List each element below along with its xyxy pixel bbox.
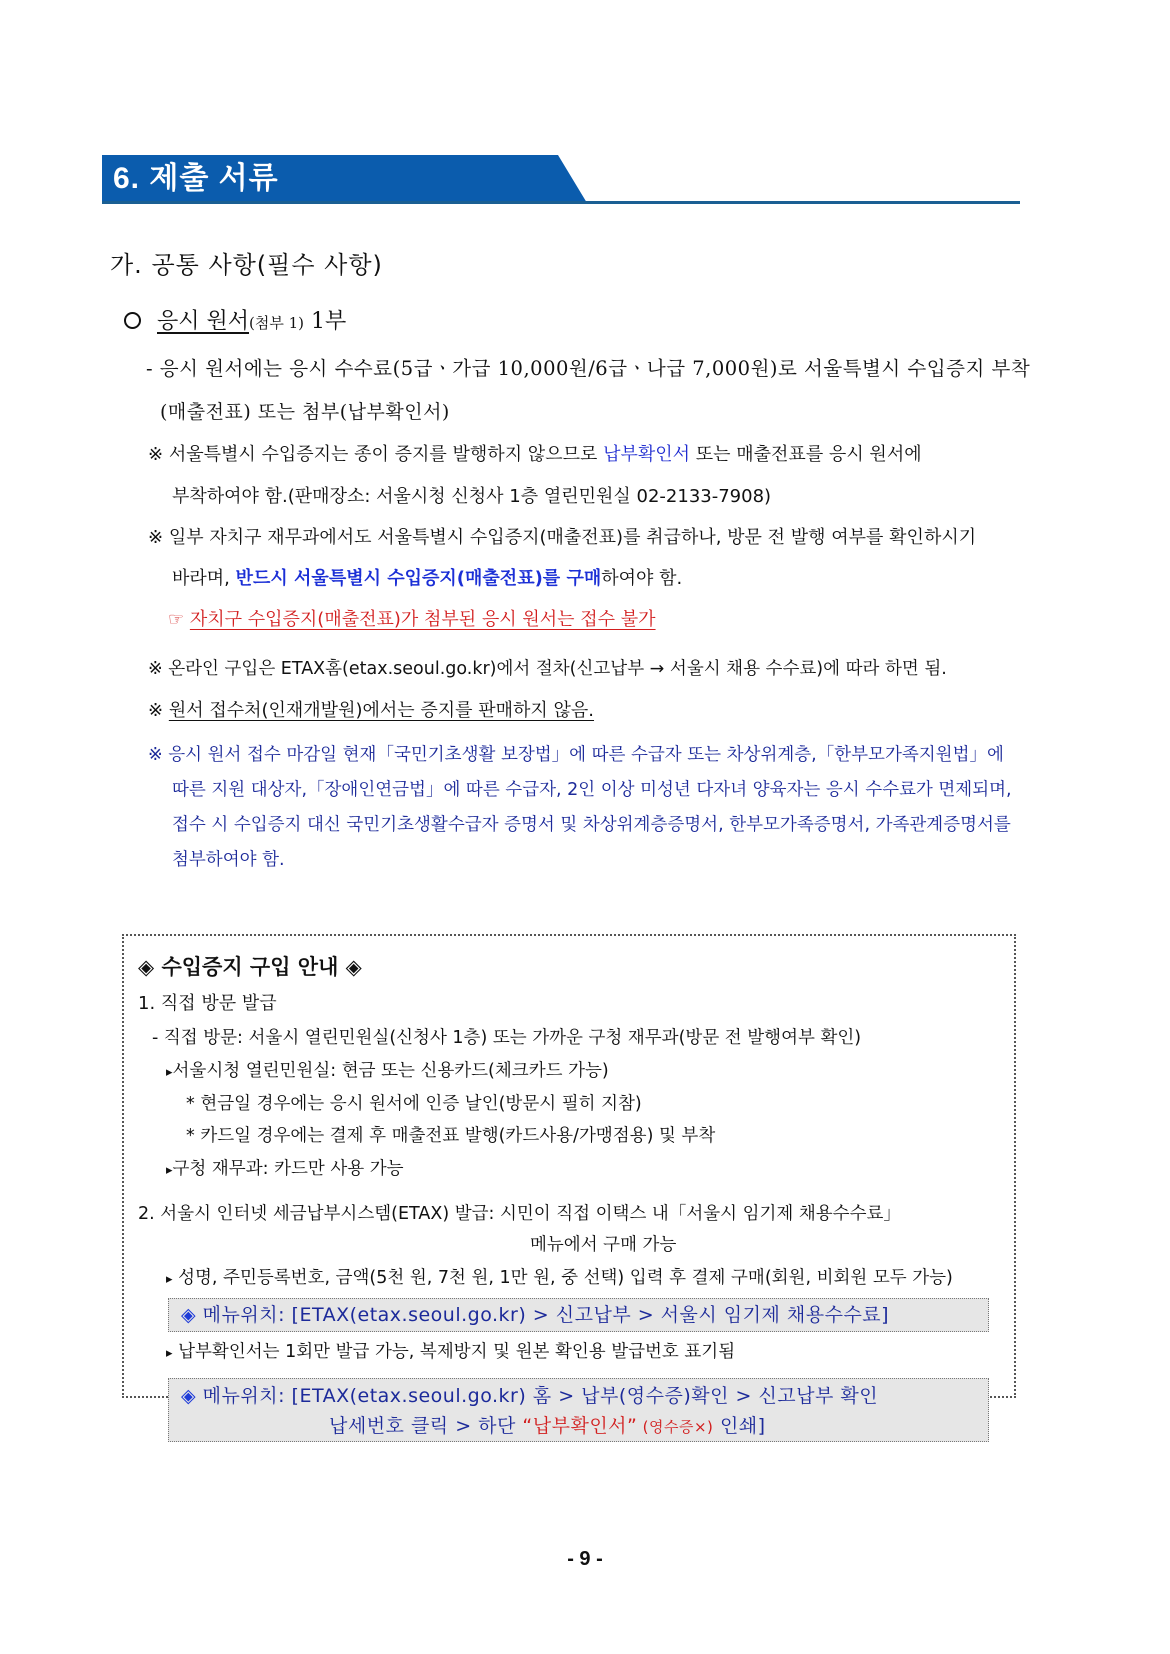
- item-text: 서울시청 열린민원실: 현금 또는 신용카드(체크카드 가능): [172, 1061, 609, 1081]
- note-emphasis-must-buy: 반드시 서울특별시 수입증지(매출전표)를 구매: [235, 568, 602, 589]
- pointing-hand-icon: ☞: [168, 609, 185, 630]
- info-item-district-office: [166, 1155, 404, 1185]
- reference-mark-icon: ※: [148, 745, 163, 765]
- note-3: [148, 655, 947, 683]
- info-item-card-note: * 카드일 경우에는 결제 후 매출전표 발행(카드사용/가맹점용) 및 부착: [186, 1126, 716, 1146]
- note-text: 일부 자치구 재무과에서도 서울특별시 수입증지(매출전표)를 취급하나, 방문 전 발행 여부를 확인하시기: [168, 527, 977, 548]
- triangle-bullet-icon: ▸: [166, 1346, 173, 1361]
- info-item-etax-purchase: [166, 1264, 953, 1294]
- warning-text: 자치구 수입증지(매출전표)가 첨부된 응시 원서는 접수 불가: [189, 609, 656, 630]
- section-title: 6. 제출 서류: [113, 162, 279, 195]
- note-text: 서울특별시 수입증지는 종이 증지를 발행하지 않으므로: [168, 444, 604, 465]
- menu-location-box-2: [168, 1378, 989, 1442]
- note-4: [148, 697, 594, 725]
- note-1-line-1: [148, 441, 922, 469]
- info-section-1-heading: 1. 직접 방문 발급: [138, 993, 277, 1014]
- item-label: 응시 원서: [157, 309, 250, 334]
- menu-location-2-line-1: [181, 1382, 878, 1410]
- note-2-line-2: [172, 565, 682, 593]
- info-section-1-visit: - 직접 방문: 서울시 열린민원실(신청사 1층) 또는 가까운 구청 재무과(방문 전 발행여부 확인): [152, 1028, 862, 1048]
- triangle-bullet-icon: ▸: [166, 1065, 173, 1080]
- note-5-line-1: [148, 741, 1004, 769]
- menu-path-text: 납세번호 클릭 > 하단: [329, 1415, 523, 1437]
- note-5-line-3: 접수 시 수입증지 대신 국민기초생활수급자 증명서 및 차상위계층증명서, 한부모가족증명서, 가족관계증명서를: [172, 815, 1011, 835]
- note-2-warning: [168, 606, 656, 634]
- info-section-2-heading-cont: 메뉴에서 구매 가능: [530, 1235, 677, 1255]
- item-detail-line-2: (매출전표) 또는 첨부(납부확인서): [160, 401, 450, 423]
- menu-path-text: 인쇄]: [713, 1415, 766, 1437]
- item-text: 구청 재무과: 카드만 사용 가능: [172, 1159, 404, 1179]
- note-text: 하여야 함.: [601, 568, 683, 589]
- item-detail-line-1: - 응시 원서에는 응시 수수료(5급ㆍ가급 10,000원/6급ㆍ나급 7,000원)로 서울특별시 수입증지 부착: [146, 357, 1031, 380]
- note-1-line-2: 부착하여야 함.(판매장소: 서울시청 신청사 1층 열린민원실 02-2133-7908): [172, 486, 772, 507]
- item-text: 납부확인서는 1회만 발급 가능, 복제방지 및 원본 확인용 발급번호 표기됨: [178, 1342, 736, 1362]
- note-text: 또는 매출전표를 응시 원서에: [690, 444, 922, 465]
- note-text: 온라인 구입은 ETAX홈(etax.seoul.go.kr)에서 절차(신고납부 → 서울시 채용 수수료)에 따라 하면 됨.: [168, 659, 947, 679]
- info-item-city-hall: [166, 1057, 609, 1087]
- triangle-bullet-icon: ▸: [166, 1163, 173, 1178]
- triangle-bullet-icon: ▸: [166, 1272, 173, 1287]
- item-text: 성명, 주민등록번호, 금액(5천 원, 7천 원, 1만 원, 중 선택) 입력 후 결제 구매(회원, 비회원 모두 가능): [178, 1268, 953, 1288]
- section-header-underline: [102, 201, 1020, 204]
- info-box-title: ◈ 수입증지 구입 안내 ◈: [138, 955, 362, 979]
- reference-mark-icon: ※: [148, 444, 164, 465]
- page-number: - 9 -: [567, 1548, 603, 1570]
- note-5-line-4: 첨부하여야 함.: [172, 850, 285, 870]
- info-item-payment-certificate: [166, 1338, 735, 1368]
- item-count: 1부: [311, 309, 347, 334]
- note-text: 바라며,: [172, 568, 236, 589]
- note-5-line-2: 따른 지원 대상자,「장애인연금법」에 따른 수급자, 2인 이상 미성년 다자녀 양육자는 응시 수수료가 면제되며,: [172, 780, 1012, 800]
- note-2-line-1: [148, 524, 976, 552]
- circle-bullet-icon: [124, 312, 141, 329]
- diamond-bullet-icon: ◈: [181, 1304, 197, 1326]
- menu-path-text: 메뉴위치: [ETAX(etax.seoul.go.kr) > 신고납부 > 서울시 임기제 채용수수료]: [202, 1304, 890, 1326]
- item-attachment-note: (첨부 1): [249, 314, 305, 332]
- reference-mark-icon: ※: [148, 700, 164, 721]
- subsection-title: 가. 공통 사항(필수 사항): [110, 251, 383, 279]
- info-item-cash-note: * 현금일 경우에는 응시 원서에 인증 날인(방문시 필히 지참): [186, 1094, 642, 1114]
- not-receipt-note: (영수증×): [637, 1418, 714, 1436]
- item-application-form: [124, 306, 346, 339]
- menu-location-2-line-2: [329, 1412, 766, 1441]
- payment-certificate-highlight: “납부확인서”: [522, 1415, 638, 1437]
- menu-location-box-1: [168, 1298, 989, 1332]
- reference-mark-icon: ※: [148, 527, 164, 548]
- menu-location-1: [181, 1301, 889, 1329]
- menu-path-text: 메뉴위치: [ETAX(etax.seoul.go.kr) 홈 > 납부(영수증)확인 > 신고납부 확인: [202, 1385, 879, 1407]
- note-text: 원서 접수처(인재개발원)에서는 증지를 판매하지 않음.: [168, 700, 595, 721]
- diamond-bullet-icon: ◈: [181, 1385, 197, 1407]
- note-text: 응시 원서 접수 마감일 현재「국민기초생활 보장법」에 따른 수급자 또는 차상위계층,「한부모가족지원법」에: [168, 745, 1004, 765]
- note-highlight-payment-certificate: 납부확인서: [603, 444, 691, 465]
- reference-mark-icon: ※: [148, 659, 163, 679]
- info-section-2-heading: 2. 서울시 인터넷 세금납부시스템(ETAX) 발급: 시민이 직접 이택스 내「서울시 임기제 채용수수료」: [138, 1204, 901, 1224]
